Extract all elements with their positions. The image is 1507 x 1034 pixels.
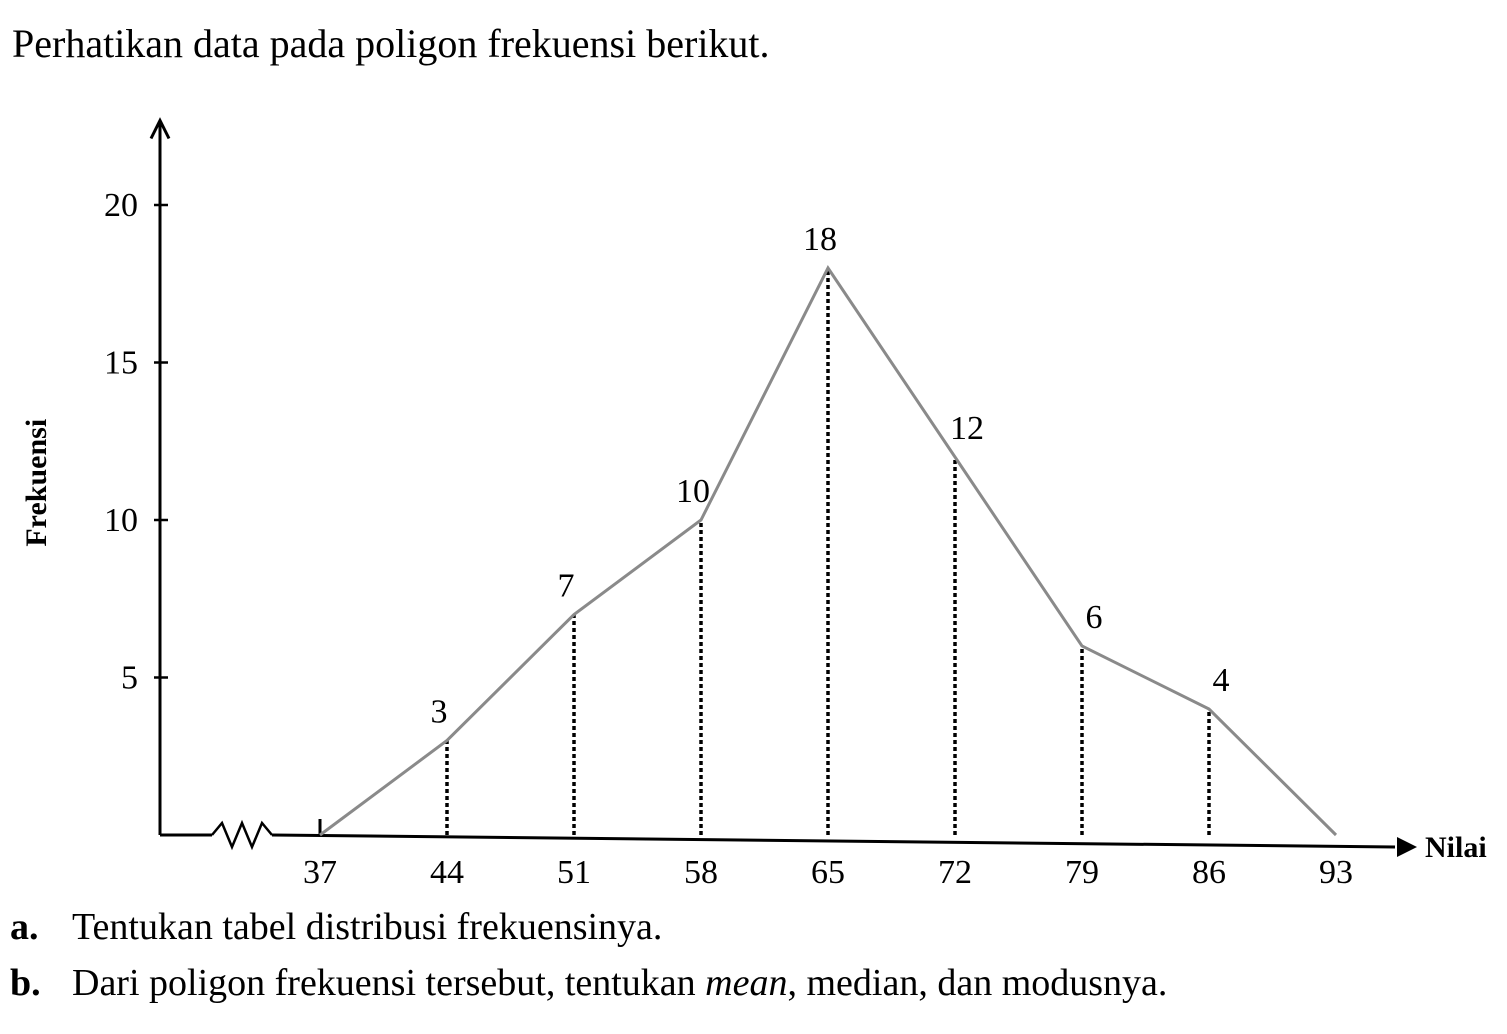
x-axis-line [272,835,1395,847]
question-b [10,963,1167,1005]
question-a-letter: a. [10,906,39,948]
point-value-label: 4 [1212,662,1230,699]
question-a [10,907,662,949]
point-value-label: 18 [803,221,837,258]
x-tick-label: 72 [938,854,972,891]
x-tick-label: 79 [1065,854,1099,891]
intro-text: Perhatikan data pada poligon frekuensi berikut. [12,21,770,66]
y-tick-label: 20 [104,187,138,224]
x-tick-label: 93 [1319,854,1353,891]
y-tick-label: 15 [104,344,138,382]
x-tick-label: 86 [1192,854,1226,891]
point-value-label: 12 [950,410,984,447]
point-value-label: 7 [557,567,575,605]
x-axis-break-zigzag [212,823,272,847]
x-axis-title: Nilai [1425,831,1487,864]
point-value-label: 3 [430,693,448,731]
x-tick-label: 51 [557,854,591,891]
question-b-text-1: Dari poligon frekuensi tersebut, tentukan [72,962,706,1004]
question-b-text-2: , median, dan modusnya. [787,962,1168,1004]
chart-axes [151,121,1417,858]
point-value-label: 10 [676,473,710,510]
x-tick-label: 58 [684,854,718,891]
x-tick-label: 37 [303,854,337,891]
x-axis-arrow [1397,837,1417,857]
question-b-text-mean: mean [705,962,788,1004]
y-tick-label: 10 [104,502,138,539]
chart-labels [20,187,1487,891]
y-axis-title: Frekuensi [20,418,53,547]
x-tick-label: 44 [430,854,464,891]
question-a-text: Tentukan tabel distribusi frekuensinya. [72,906,663,948]
question-b-letter: b. [10,962,41,1004]
point-value-label: 6 [1085,599,1103,636]
y-tick-label: 5 [121,659,138,697]
drop-lines [447,268,1209,835]
x-tick-label: 65 [811,854,845,891]
